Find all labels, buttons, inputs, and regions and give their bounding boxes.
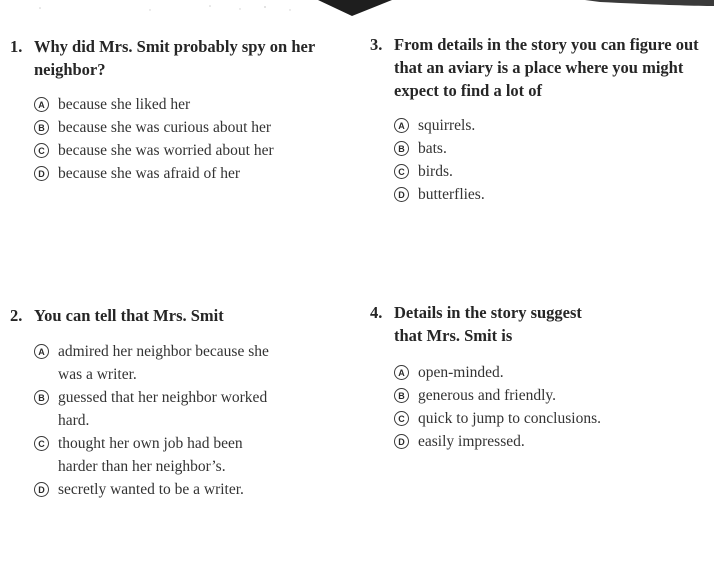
answer-choice-a[interactable] — [34, 93, 330, 116]
answer-choice-d[interactable] — [394, 183, 710, 206]
answer-bubble-b[interactable]: B — [34, 120, 49, 135]
answer-text: bats. — [418, 140, 447, 157]
question-number: 3. — [370, 35, 383, 54]
answer-bubble-c[interactable]: C — [34, 436, 49, 451]
question-number: 4. — [370, 303, 383, 322]
answer-text: generous and friendly. — [418, 387, 557, 404]
question-text: Details in the story suggest that Mrs. Smit is — [394, 303, 582, 345]
answer-text: open-minded. — [418, 364, 504, 381]
answer-choice-a[interactable] — [394, 114, 710, 137]
answer-bubble-b[interactable]: B — [394, 388, 409, 403]
answer-text: easily impressed. — [418, 433, 525, 450]
dark-triangle-shape — [318, 0, 392, 16]
answer-bubble-a[interactable]: A — [394, 365, 409, 380]
answer-choice-c[interactable] — [394, 160, 710, 183]
answer-text: quick to jump to conclusions. — [418, 410, 601, 427]
answer-choice-b[interactable] — [394, 137, 710, 160]
question-number: 2. — [10, 306, 23, 325]
answer-choice-c[interactable] — [394, 407, 710, 430]
answer-text: because she was worried about her — [58, 142, 274, 159]
answer-choices — [10, 93, 330, 185]
answer-text: butterflies. — [418, 186, 485, 203]
question-text: You can tell that Mrs. Smit — [34, 306, 224, 325]
question-2-stem — [10, 304, 330, 327]
answer-text: guessed that her neighbor worked hard. — [58, 389, 268, 429]
question-2 — [10, 304, 330, 501]
answer-bubble-d[interactable]: D — [394, 434, 409, 449]
question-text: Why did Mrs. Smit probably spy on her neighbor? — [34, 37, 315, 79]
question-4-stem — [370, 301, 610, 347]
question-4 — [370, 301, 710, 453]
question-3-stem — [370, 33, 710, 102]
speckle-marks — [39, 5, 290, 11]
answer-text: because she was curious about her — [58, 119, 272, 136]
answer-choice-d[interactable] — [394, 430, 710, 453]
answer-choice-b[interactable] — [34, 386, 284, 432]
answer-text: squirrels. — [418, 117, 476, 134]
answer-bubble-d[interactable]: D — [34, 166, 49, 181]
question-number: 1. — [10, 37, 23, 56]
answer-choice-b[interactable] — [34, 116, 330, 139]
answer-text: secretly wanted to be a writer. — [58, 481, 244, 498]
answer-choice-d[interactable] — [34, 478, 284, 501]
answer-text: admired her neighbor because she was a writer. — [58, 343, 269, 383]
answer-choice-c[interactable] — [34, 432, 284, 478]
answer-choice-d[interactable] — [34, 162, 330, 185]
answer-choice-c[interactable] — [34, 139, 330, 162]
answer-text: birds. — [418, 163, 453, 180]
answer-choice-a[interactable] — [394, 361, 710, 384]
answer-choices — [10, 340, 284, 501]
answer-bubble-a[interactable]: A — [394, 118, 409, 133]
answer-bubble-c[interactable]: C — [394, 411, 409, 426]
answer-bubble-d[interactable]: D — [394, 187, 409, 202]
answer-choice-b[interactable] — [394, 384, 710, 407]
answer-choices — [370, 361, 710, 453]
question-text: From details in the story you can figure out that an aviary is a place where you might expect to find a lot of — [394, 35, 699, 100]
answer-bubble-c[interactable]: C — [34, 143, 49, 158]
question-1-stem — [10, 35, 330, 81]
answer-text: thought her own job had been harder than her neighbor’s. — [58, 435, 243, 475]
answer-choices — [370, 114, 710, 206]
answer-bubble-c[interactable]: C — [394, 164, 409, 179]
answer-bubble-d[interactable]: D — [34, 482, 49, 497]
answer-text: because she liked her — [58, 96, 191, 113]
dark-corner-shape — [585, 0, 714, 6]
question-1 — [10, 35, 330, 185]
answer-bubble-b[interactable]: B — [34, 390, 49, 405]
top-decorative-art — [0, 0, 714, 22]
answer-bubble-a[interactable]: A — [34, 344, 49, 359]
question-3 — [370, 33, 710, 206]
answer-choice-a[interactable] — [34, 340, 284, 386]
answer-bubble-a[interactable]: A — [34, 97, 49, 112]
answer-text: because she was afraid of her — [58, 165, 241, 182]
answer-bubble-b[interactable]: B — [394, 141, 409, 156]
